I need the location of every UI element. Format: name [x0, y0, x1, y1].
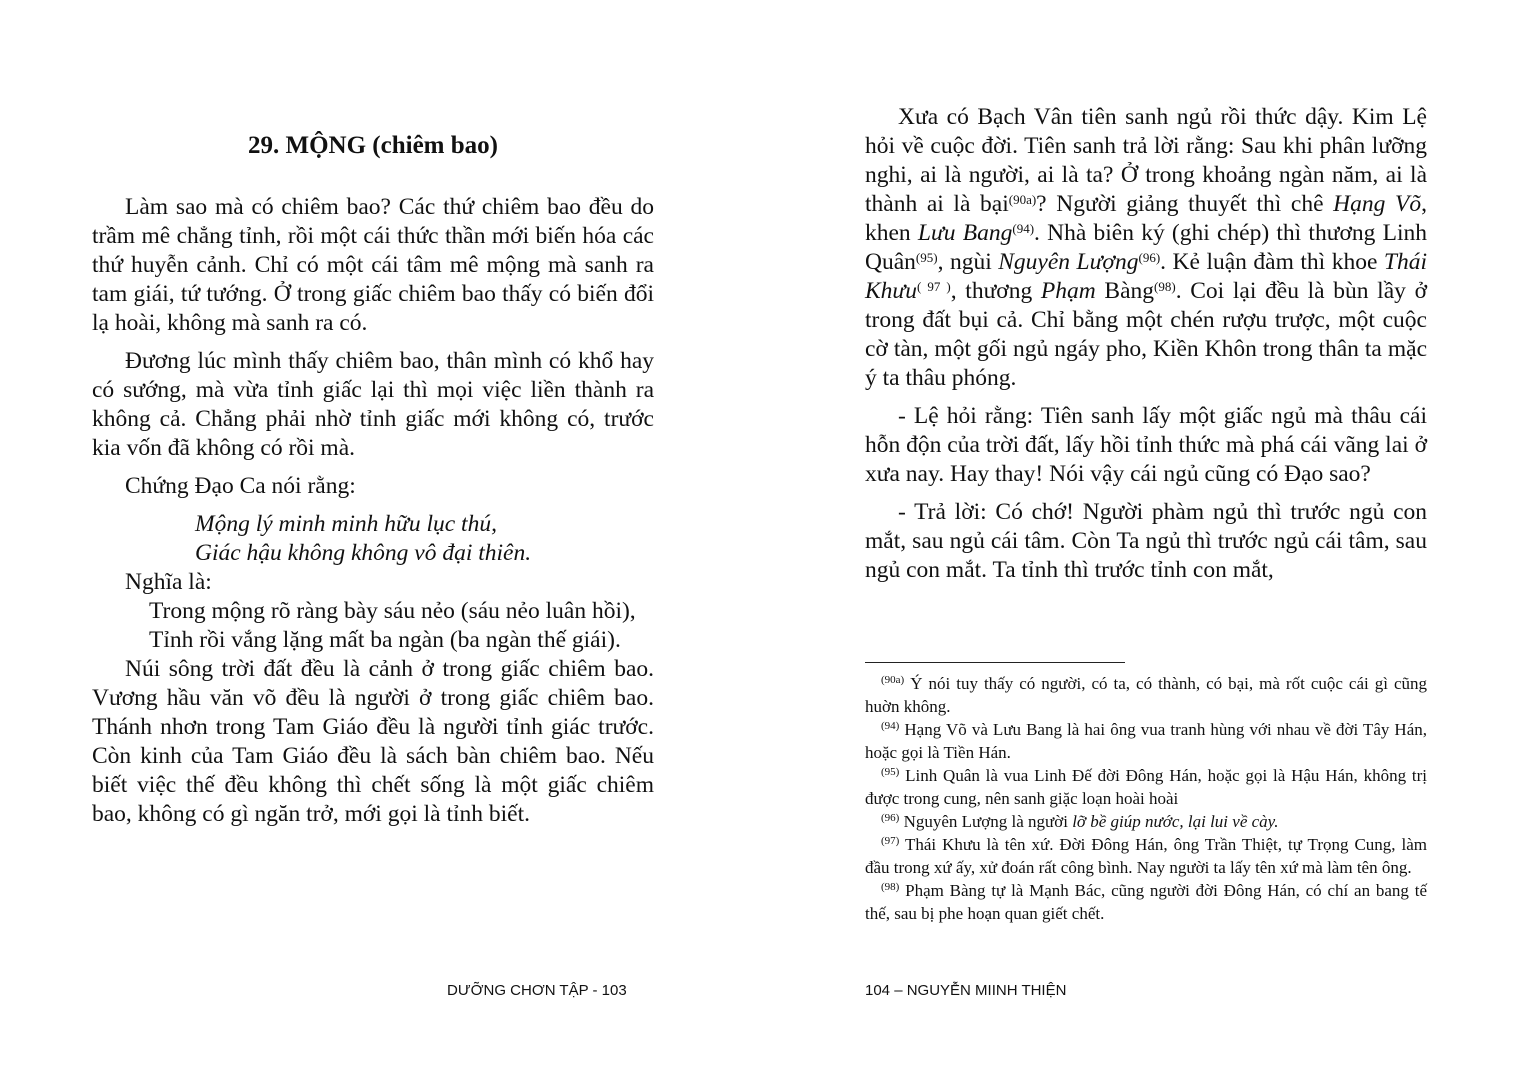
footnote: $^{(90a)}$ Ý nói tuy thấy có người, có ta, có thành, có bại, mà rốt cuộc cái gì cũng huờn không. — [865, 674, 1427, 716]
translation-line-2: Tỉnh rồi vắng lặng mất ba ngàn (ba ngàn thế giái). — [149, 627, 621, 653]
paragraph-3: Chứng Đạo Ca nói rằng: — [125, 473, 356, 499]
footnote: $^{(96)}$ Nguyên Lượng là người lỡ bề giúp nước, lại lui về cày. — [881, 812, 1279, 831]
left-body — [92, 193, 654, 829]
paragraph-2: - Lệ hỏi rằng: Tiên sanh lấy một giấc ngủ mà thâu cái hỗn độn của trời đất, lấy hồi tỉnh thức mà phá cái vãng lai ở xưa nay. Hay thay! Nói vậy cái ngủ cũng có Đạo sao? — [865, 403, 1427, 487]
footnote-ref: (96) — [1138, 250, 1161, 265]
poem-line-2: Giác hậu không không vô đại thiên. — [195, 540, 532, 566]
right-body — [865, 103, 1427, 585]
paragraph-4: Nghĩa là: — [125, 569, 212, 595]
paragraph-2: Đương lúc mình thấy chiêm bao, thân mình có khổ hay có sướng, mà vừa tỉnh giấc lại thì mọi việc liền thành ra không cả. Chẳng phải nhờ tỉnh giấc mới không có, trước kia vốn đã không có rồi mà. — [92, 348, 654, 461]
chapter-title: 29. MỘNG (chiêm bao) — [248, 132, 498, 159]
footnote-divider — [865, 662, 1125, 663]
footnote: $^{(97)}$ Thái Khưu là tên xứ. Đời Đông Hán, ông Trần Thiệt, tự Trọng Cung, làm đầu trong xứ ấy, xử đoán rất công bình. Nay người ta lấy tên xứ mà làm tên ông. — [865, 835, 1427, 877]
poem-line-1: Mộng lý minh minh hữu lục thú, — [195, 511, 497, 537]
paragraph-1: Xưa có Bạch Vân tiên sanh ngủ rồi thức dậy. Kim Lệ hỏi về cuộc đời. Tiên sanh trả lời rằng: Sau khi phân lưỡng nghi, ai là người, ai là ta? Ở trong khoảng ngàn năm, ai là thành ai là bại$^{(90a)}$? Người giảng thuyết thì chê Hạng Võ, khen Lưu Bang$^{(94)}$. Nhà biên ký (ghi chép) thì thương Linh Quân$^{(95)}$, ngùi Nguyên Lượng$^{(96)}$. Kẻ luận đàm thì khoe Thái Khưu$^{( 97 )}$, thương Phạm Bàng$^{(98)}$. Coi lại đều là bùn lầy ở trong đất bụi cả. Chỉ bằng một chén rượu trược, một cuộc cờ tàn, một gối ngủ ngáy pho, Kiền Khôn trong thân ta mặc ý ta thâu phóng. — [865, 104, 1428, 391]
footnote-ref: (95) — [915, 250, 938, 265]
translation-line-1: Trong mộng rõ ràng bày sáu nẻo (sáu nẻo luân hồi), — [149, 598, 636, 624]
footnote-ref: (94) — [1012, 221, 1035, 236]
footnote: $^{(94)}$ Hạng Võ và Lưu Bang là hai ông vua tranh hùng với nhau về đời Tây Hán, hoặc gọi là Tiền Hán. — [865, 720, 1427, 762]
footnote-ref: ( 97 ) — [917, 279, 951, 294]
paragraph-1: Làm sao mà có chiêm bao? Các thứ chiêm bao đều do trầm mê chẳng tỉnh, rồi một cái thức thần mới biến hóa các thứ huyễn cảnh. Chỉ có một cái tâm mê mộng mà sanh ra tam giái, tứ tướng. Ở trong giấc chiêm bao thấy có biến đổi lạ hoài, không mà sanh ra có. — [92, 194, 654, 336]
footer-right: 104 – NGUYỄN MIINH THIỆN — [865, 982, 1067, 999]
footnotes — [865, 672, 1427, 925]
footnote: $^{(95)}$ Linh Quân là vua Linh Đế đời Đông Hán, hoặc gọi là Hậu Hán, không trị được trong cung, nên sanh giặc loạn hoài hoài — [865, 766, 1427, 808]
paragraph-5: Núi sông trời đất đều là cảnh ở trong giấc chiêm bao. Vương hầu văn võ đều là người ở trong giấc chiêm bao. Thánh nhơn trong Tam Giáo đều là người tỉnh giác trước. Còn kinh của Tam Giáo đều là sách bàn chiêm bao. Nếu biết việc thế đều không thì chết sống là một giấc chiêm bao, không có gì ngăn trở, mới gọi là tỉnh biết. — [92, 656, 654, 827]
footer-left: DƯỠNG CHƠN TẬP - 103 — [447, 982, 627, 999]
footnote-ref: (90a) — [1008, 192, 1037, 207]
footnote: $^{(98)}$ Phạm Bàng tự là Mạnh Bác, cũng người đời Đông Hán, có chí an bang tế thế, sau bị phe hoạn quan giết chết. — [865, 881, 1427, 923]
paragraph-3: - Trả lời: Có chớ! Người phàm ngủ thì trước ngủ con mắt, sau ngủ cái tâm. Còn Ta ngủ thì trước ngủ cái tâm, sau ngủ con mắt. Ta tỉnh thì trước tỉnh con mắt, — [865, 499, 1427, 583]
footnote-ref: (98) — [1154, 279, 1176, 294]
